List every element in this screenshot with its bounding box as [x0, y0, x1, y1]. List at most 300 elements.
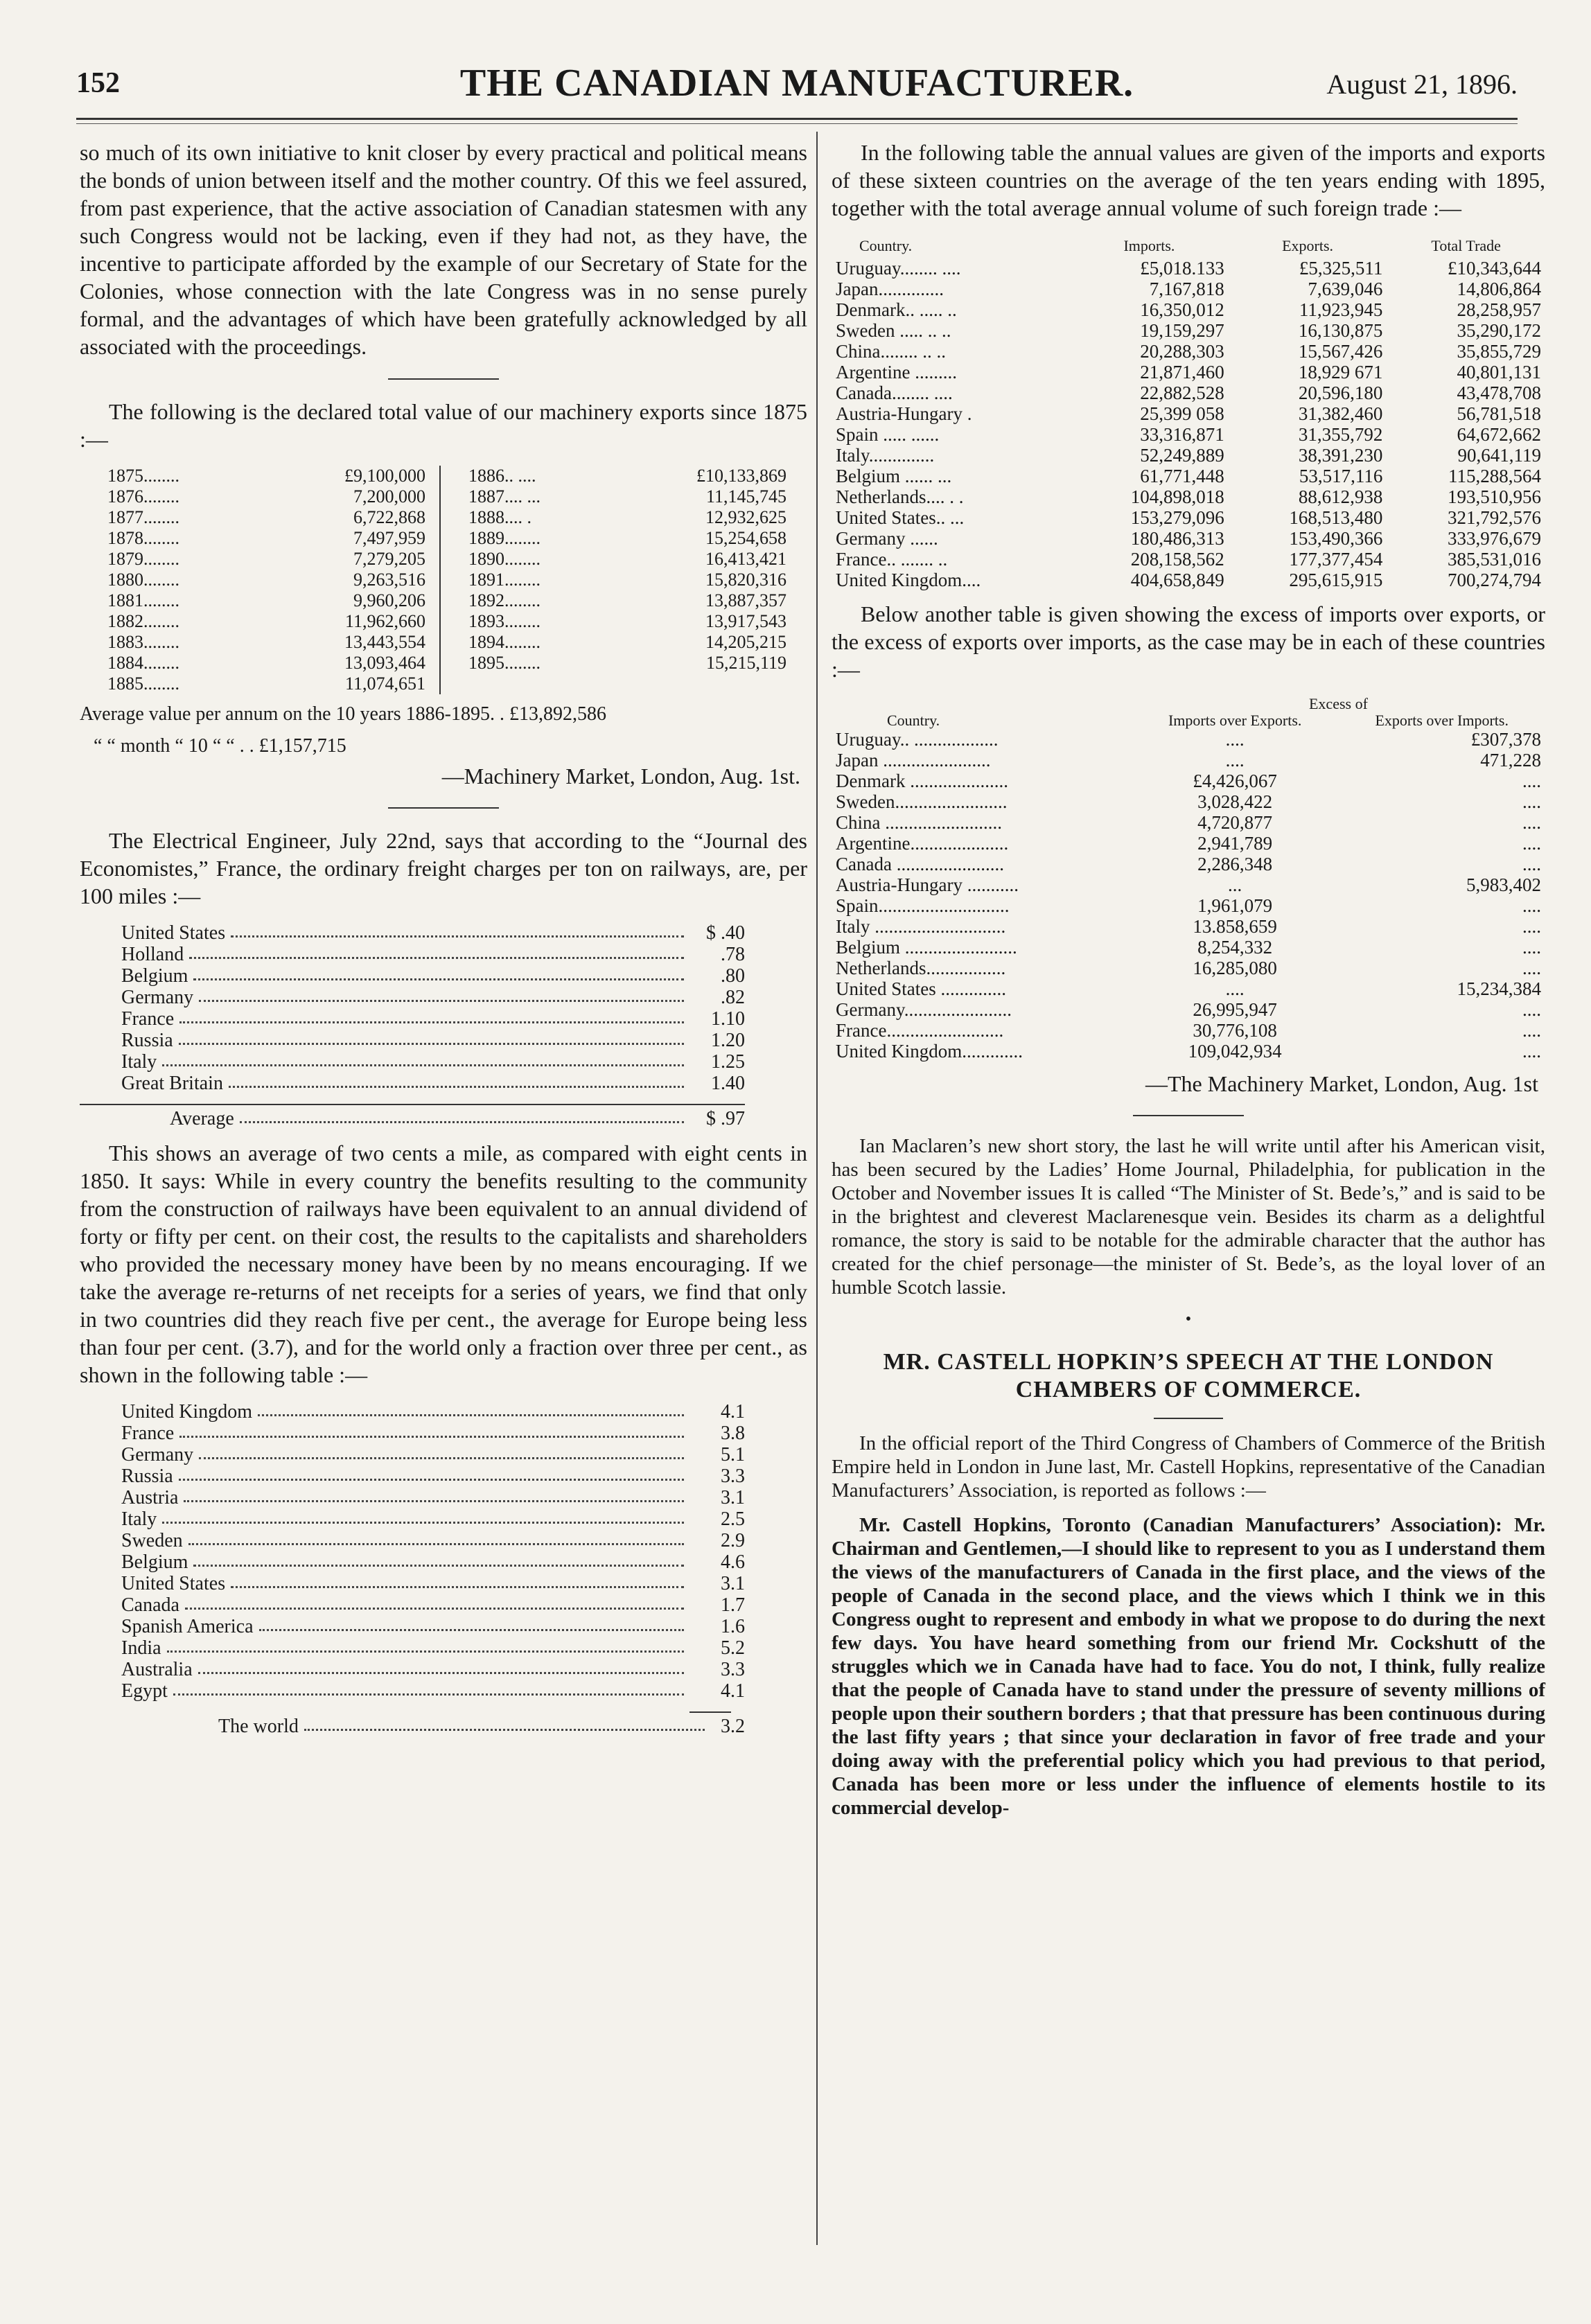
returns-row — [121, 1594, 745, 1616]
table2-row — [832, 812, 1545, 833]
freight-row — [121, 922, 745, 944]
freight-row — [121, 987, 745, 1008]
table2-cell: Sweden........................ — [836, 791, 1008, 812]
table1-cell: 104,898,018 — [1130, 486, 1224, 507]
table2-row — [832, 771, 1545, 791]
table1-cell: 321,792,576 — [1448, 507, 1541, 528]
table1-cell: 31,355,792 — [1298, 424, 1383, 445]
speech-paragraph: Mr. Castell Hopkins, Toronto (Canadian Manufacturers’ Association): Mr. Chairman and Gentlemen,—I should like to represent to you as I understand them the views of the manufacturers of Canada in the first place, and the views of the people of Canada in the second place, and the views which I think we in this Congress ought to represent and embody in what we propose to do during the next few days. You have heard something from our friend Mr. Cockshutt of the struggles which we in Canada have had to face. You do not, I think, fully realize that the people of Canada have to stand under the pressure of seventy millions of people upon their southern borders ; that that pressure has been continuous during the last fifty years ; that since your declaration in favor of free trade and your doing away with the preferential policy which you had previous to that period, Canada has been more or less under the influence of elements hostile to its commercial develop- — [832, 1514, 1545, 1819]
freight-country: Germany — [121, 987, 194, 1008]
dividend-paragraph: This shows an average of two cents a mile, as compared with eight cents in 1850. It says: While in every country the benefits resulting to the community from the construction of railways have been equivalent to an annual dividend of forty or fifty per cent. on their cost, the results to the capitalists and shareholders who provided the necessary money have been by no means encouraging. If we take the average re-returns of net receipts for a series of years, we find that only in two countries did they reach five per cent., the average for Europe being less than four per cent. (3.7), and for the world only a fraction over three per cent., as shown in the following table :— — [80, 1141, 807, 1387]
returns-value: 1.6 — [721, 1616, 745, 1637]
table2-row — [832, 791, 1545, 812]
table1-row — [832, 382, 1545, 403]
freight-row — [121, 965, 745, 987]
table2-row — [832, 895, 1545, 916]
table1-cell: Canada........ .... — [836, 382, 953, 403]
returns-row — [121, 1508, 745, 1530]
table1-cell: 168,513,480 — [1289, 507, 1383, 528]
returns-country: Canada — [121, 1594, 179, 1616]
table1-cell: Italy.............. — [836, 445, 935, 466]
freight-value: 1.10 — [711, 1008, 745, 1030]
maclaren-paragraph: Ian Maclaren’s new short story, the last he will write until after his American visit, has been secured by the Ladies’ Home Journal, Philadelphia, for publication in the October and November issues It is called “The Minister of St. Bede’s,” and is said to be in the brightest and cleverest Maclarenesque vein. Besides its charm as a delightful romance, the story is said to be notable for the admirable character that the author has created for the chief personage—the minister of St. Bede’s, as the loyal lover of an humble Scotch lassie. — [832, 1135, 1545, 1299]
average-per-month: “ “ month “ 10 “ “ . . £1,157,715 — [94, 735, 346, 757]
machinery-row — [80, 653, 439, 674]
returns-row — [121, 1401, 745, 1423]
table2-cell: .... — [1522, 1020, 1541, 1041]
machinery-row — [441, 611, 800, 632]
table1-row — [832, 320, 1545, 341]
leader-dots — [162, 1051, 684, 1066]
table2-row — [832, 729, 1545, 750]
returns-row — [121, 1616, 745, 1637]
left-column — [80, 139, 807, 1747]
table2-cell: .... — [1225, 978, 1245, 999]
leader-dots — [188, 1530, 684, 1545]
table1-cell: Netherlands.... . . — [836, 486, 964, 507]
credit-machinery-market: —Machinery Market, London, Aug. 1st. — [441, 764, 800, 789]
returns-value: 3.1 — [721, 1573, 745, 1594]
returns-row — [121, 1465, 745, 1487]
table2-row — [832, 1041, 1545, 1062]
leader-dots — [189, 944, 684, 959]
table1-row — [832, 341, 1545, 362]
leader-dots — [167, 1637, 684, 1653]
page-number: 152 — [76, 67, 120, 99]
table1-row — [832, 279, 1545, 299]
table1-row — [832, 258, 1545, 279]
table2-cell: 13.858,659 — [1193, 916, 1277, 937]
returns-country: India — [121, 1637, 161, 1659]
table1-row — [832, 570, 1545, 590]
table2-cell: 471,228 — [1480, 750, 1541, 771]
machinery-year: 1883........ — [107, 632, 179, 652]
leader-dots — [179, 1008, 684, 1023]
machinery-row — [441, 653, 800, 674]
machinery-year: 1885........ — [107, 674, 179, 694]
machinery-row — [80, 507, 439, 528]
imports-exports-header — [832, 234, 1545, 258]
table1-header-cell: Total Trade — [1431, 237, 1501, 254]
table2-cell: .... — [1522, 999, 1541, 1020]
machinery-value: 11,145,745 — [705, 486, 786, 507]
table2-cell: Canada ....................... — [836, 854, 1004, 874]
machinery-year: 1882........ — [107, 611, 179, 631]
leader-dots — [229, 1073, 684, 1088]
table2-cell: ... — [1228, 874, 1242, 895]
table2-cell: France......................... — [836, 1020, 1004, 1041]
table1-cell: 20,288,303 — [1140, 341, 1224, 362]
table1-cell: 153,490,366 — [1289, 528, 1383, 549]
returns-value: 3.3 — [721, 1465, 745, 1487]
world-label: The world — [218, 1716, 299, 1737]
machinery-year: 1886.. .... — [468, 466, 536, 486]
machinery-year: 1888.... . — [468, 507, 531, 527]
article-headline: MR. CASTELL HOPKIN’S SPEECH AT THE LONDON CHAMBERS OF COMMERCE. — [883, 1349, 1494, 1402]
table2-cell: £307,378 — [1470, 729, 1541, 750]
table1-cell: United Kingdom.... — [836, 570, 981, 590]
table2-cell: .... — [1522, 791, 1541, 812]
returns-row — [121, 1680, 745, 1702]
section-divider — [388, 807, 499, 809]
table2-row — [832, 916, 1545, 937]
machinery-year: 1890........ — [468, 549, 540, 569]
machinery-row — [441, 507, 800, 528]
table2-cell: Uruguay.. .................. — [836, 729, 999, 750]
table2-cell: Austria-Hungary ........... — [836, 874, 1019, 895]
table1-cell: Denmark.. ..... .. — [836, 299, 957, 320]
leader-dots — [199, 1444, 684, 1459]
table1-cell: China........ .. .. — [836, 341, 946, 362]
section-divider — [1133, 1115, 1244, 1116]
leader-dots — [259, 1616, 684, 1631]
table2-cell: £4,426,067 — [1193, 771, 1277, 791]
table2-cell: 2,286,348 — [1197, 854, 1273, 874]
table1-cell: 115,288,564 — [1448, 466, 1541, 486]
returns-row — [121, 1551, 745, 1573]
table1-cell: 88,612,938 — [1298, 486, 1383, 507]
table2-row — [832, 1020, 1545, 1041]
freight-country: Russia — [121, 1030, 173, 1051]
machinery-value: 16,413,421 — [705, 549, 786, 569]
machinery-year: 1875........ — [107, 466, 179, 486]
table1-cell: 35,290,172 — [1457, 320, 1541, 341]
table2-header-cell: Country. — [887, 712, 940, 729]
returns-country: France — [121, 1423, 175, 1444]
table1-cell: United States.. ... — [836, 507, 965, 528]
table2-cell: 16,285,080 — [1193, 958, 1277, 978]
returns-country: United Kingdom — [121, 1401, 252, 1423]
machinery-year: 1892........ — [468, 590, 540, 610]
table2-cell: .... — [1522, 833, 1541, 854]
freight-row — [121, 1051, 745, 1073]
leader-dots — [231, 1573, 684, 1588]
table1-cell: 56,781,518 — [1457, 403, 1541, 424]
freight-row — [121, 1030, 745, 1051]
bullet-ornament: • — [1185, 1310, 1192, 1328]
table1-cell: Uruguay........ .... — [836, 258, 961, 279]
table1-cell: 28,258,957 — [1457, 299, 1541, 320]
returns-country: Italy — [121, 1508, 157, 1530]
returns-value: 4.1 — [721, 1680, 745, 1702]
machinery-year: 1884........ — [107, 653, 179, 673]
table2-cell: Italy ............................ — [836, 916, 1006, 937]
returns-value: 4.1 — [721, 1401, 745, 1423]
header-rule-thin — [76, 123, 1518, 124]
headline-rule — [1154, 1418, 1223, 1419]
table2-row — [832, 999, 1545, 1020]
freight-row — [121, 1008, 745, 1030]
machinery-value: 6,722,868 — [353, 507, 425, 527]
returns-row — [121, 1573, 745, 1594]
table2-cell: .... — [1522, 771, 1541, 791]
returns-country: Sweden — [121, 1530, 183, 1551]
leader-dots — [173, 1680, 684, 1696]
leader-dots — [179, 1423, 684, 1438]
machinery-row — [80, 466, 439, 486]
table1-cell: 43,478,708 — [1457, 382, 1541, 403]
sum-rule — [689, 1711, 731, 1713]
freight-intro: The Electrical Engineer, July 22nd, says that according to the “Journal des Economistes,” France, the ordinary freight charges per ton on railways, are, per 100 miles :— — [80, 828, 807, 908]
table2-cell: Belgium ........................ — [836, 937, 1017, 958]
table2-header-cell: Imports over Exports. — [1168, 712, 1302, 729]
table1-cell: 40,801,131 — [1457, 362, 1541, 382]
table2-cell: 30,776,108 — [1193, 1020, 1277, 1041]
table2-cell: 15,234,384 — [1457, 978, 1541, 999]
freight-value: .78 — [721, 944, 745, 965]
freight-country: France — [121, 1008, 175, 1030]
excess-group-header: Excess of — [1308, 695, 1368, 712]
machinery-year: 1877........ — [107, 507, 179, 527]
table1-cell: 53,517,116 — [1299, 466, 1383, 486]
table2-cell: .... — [1225, 750, 1245, 771]
table1-cell: £5,325,511 — [1299, 258, 1383, 279]
table2-cell: Germany....................... — [836, 999, 1012, 1020]
leader-dots — [184, 1487, 684, 1502]
table1-cell: 700,274,794 — [1448, 570, 1541, 590]
returns-row — [121, 1444, 745, 1465]
machinery-table-left — [80, 466, 441, 694]
freight-country: Belgium — [121, 965, 188, 987]
leader-dots — [162, 1508, 684, 1524]
table1-row — [832, 466, 1545, 486]
table1-row — [832, 299, 1545, 320]
machinery-value: 12,932,625 — [705, 507, 786, 527]
freight-average-row — [170, 1108, 745, 1129]
returns-country: Australia — [121, 1659, 193, 1680]
table1-cell: 15,567,426 — [1298, 341, 1383, 362]
machinery-year: 1895........ — [468, 653, 540, 673]
table1-cell: 385,531,016 — [1448, 549, 1541, 570]
returns-value: 5.1 — [721, 1444, 745, 1465]
world-value: 3.2 — [721, 1716, 745, 1737]
table2-cell: 26,995,947 — [1193, 999, 1277, 1020]
table1-cell: Sweden ..... .. .. — [836, 320, 951, 341]
machinery-exports-table — [80, 466, 800, 694]
freight-value: 1.25 — [711, 1051, 745, 1073]
machinery-value: 7,279,205 — [353, 549, 425, 569]
returns-row — [121, 1487, 745, 1508]
table2-cell: .... — [1522, 854, 1541, 874]
freight-country: Italy — [121, 1051, 157, 1073]
table1-cell: 16,130,875 — [1298, 320, 1383, 341]
returns-value: 1.7 — [721, 1594, 745, 1616]
table2-cell: 2,941,789 — [1197, 833, 1273, 854]
table1-cell: 14,806,864 — [1457, 279, 1541, 299]
table2-cell: .... — [1522, 916, 1541, 937]
machinery-year: 1879........ — [107, 549, 179, 569]
world-row — [218, 1716, 745, 1737]
returns-row — [121, 1530, 745, 1551]
table2-intro: Below another table is given showing the excess of imports over exports, or the excess of exports over imports, as the case may be in each of these countries :— — [832, 601, 1545, 682]
right-column — [832, 139, 1545, 1831]
returns-value: 4.6 — [721, 1551, 745, 1573]
freight-country: Great Britain — [121, 1073, 223, 1094]
page-header — [76, 61, 1518, 109]
table1-cell: 61,771,448 — [1140, 466, 1224, 486]
freight-value: 1.40 — [711, 1073, 745, 1094]
column-separator — [816, 132, 818, 2245]
leader-dots — [231, 922, 684, 937]
returns-list — [121, 1401, 745, 1702]
table1-cell: £10,343,644 — [1448, 258, 1541, 279]
returns-country: Spanish America — [121, 1616, 254, 1637]
table1-cell: 52,249,889 — [1140, 445, 1224, 466]
table2-cell: 8,254,332 — [1197, 937, 1273, 958]
table1-cell: 16,350,012 — [1140, 299, 1224, 320]
table2-row — [832, 833, 1545, 854]
machinery-value: 15,820,316 — [705, 570, 786, 590]
table2-cell: .... — [1225, 729, 1245, 750]
table2-cell: Japan ....................... — [836, 750, 991, 771]
table1-row — [832, 507, 1545, 528]
table2-row — [832, 978, 1545, 999]
intro-paragraph: so much of its own initiative to knit closer by every practical and political means the bonds of union between itself and the mother country. Of this we feel assured, from past experience, that the active association of Canadian statesmen with any such Congress would not be lacking, even if they had not, as they have, the incentive to participate afforded by the example of our Secretary of State for the Colonies, whose connection with the late Congress was in no sense purely formal, and the advantages of which have been gratefully acknowledged by all associated with the proceedings. — [80, 140, 807, 359]
issue-date: August 21, 1896. — [1326, 69, 1518, 100]
excess-header — [832, 712, 1545, 729]
returns-value: 2.9 — [721, 1530, 745, 1551]
freight-country: Holland — [121, 944, 184, 965]
freight-average-label: Average — [170, 1108, 234, 1129]
freight-value: .82 — [721, 987, 745, 1008]
machinery-row — [441, 528, 800, 549]
machinery-row — [80, 632, 439, 653]
returns-row — [121, 1637, 745, 1659]
table1-cell: Austria-Hungary . — [836, 403, 972, 424]
machinery-value: 14,205,215 — [705, 632, 786, 652]
leader-dots — [179, 1465, 684, 1481]
table1-cell: Belgium ...... ... — [836, 466, 952, 486]
machinery-value: 9,263,516 — [353, 570, 425, 590]
table2-cell: 5,983,402 — [1466, 874, 1541, 895]
world-row-wrap — [218, 1716, 745, 1737]
machinery-value: 13,443,554 — [344, 632, 425, 652]
machinery-value: 13,887,357 — [705, 590, 786, 610]
returns-row — [121, 1659, 745, 1680]
returns-value: 2.5 — [721, 1508, 745, 1530]
machinery-value: 13,917,543 — [705, 611, 786, 631]
leader-dots — [193, 1551, 684, 1567]
freight-value: .80 — [721, 965, 745, 987]
table2-cell: .... — [1522, 958, 1541, 978]
table1-cell: 11,923,945 — [1299, 299, 1383, 320]
machinery-year: 1893........ — [468, 611, 540, 631]
table2-header-cell: Exports over Imports. — [1375, 712, 1509, 729]
returns-country: Belgium — [121, 1551, 188, 1573]
machinery-row — [80, 611, 439, 632]
table1-cell: Argentine ......... — [836, 362, 957, 382]
leader-dots — [198, 1659, 684, 1674]
freight-value: 1.20 — [711, 1030, 745, 1051]
machinery-year: 1881........ — [107, 590, 179, 610]
credit-machinery-market-2: —The Machinery Market, London, Aug. 1st — [1145, 1071, 1538, 1096]
table2-cell: .... — [1522, 937, 1541, 958]
table1-cell: 7,639,046 — [1308, 279, 1383, 299]
table2-row — [832, 854, 1545, 874]
table2-cell: United Kingdom............. — [836, 1041, 1023, 1062]
machinery-year: 1889........ — [468, 528, 540, 548]
leader-dots — [258, 1401, 684, 1416]
imports-exports-table — [832, 234, 1545, 590]
table1-cell: 177,377,454 — [1289, 549, 1383, 570]
machinery-year: 1876........ — [107, 486, 179, 507]
returns-country: Germany — [121, 1444, 194, 1465]
table1-cell: 33,316,871 — [1140, 424, 1224, 445]
machinery-value: 11,074,651 — [344, 674, 425, 694]
machinery-year: 1878........ — [107, 528, 179, 548]
freight-country: United States — [121, 922, 226, 944]
table1-cell: 7,167,818 — [1149, 279, 1224, 299]
table1-cell: 333,976,679 — [1448, 528, 1541, 549]
machinery-row — [80, 674, 439, 694]
machinery-row — [441, 549, 800, 570]
machinery-value: £9,100,000 — [344, 466, 425, 486]
leader-dots — [185, 1594, 684, 1610]
returns-value: 3.1 — [721, 1487, 745, 1508]
table1-row — [832, 424, 1545, 445]
machinery-value: 7,200,000 — [353, 486, 425, 507]
table2-cell: United States .............. — [836, 978, 1006, 999]
report-intro: In the official report of the Third Congress of Chambers of Commerce of the British Empire held in London in June last, Mr. Castell Hopkins, representative of the Canadian Manufacturers’ Association, is reported as follows :— — [832, 1432, 1545, 1502]
returns-country: Austria — [121, 1487, 179, 1508]
table2-cell: Argentine..................... — [836, 833, 1009, 854]
machinery-value: 11,962,660 — [344, 611, 425, 631]
table1-cell: 90,641,119 — [1457, 445, 1541, 466]
table2-cell: .... — [1522, 895, 1541, 916]
machinery-row — [80, 570, 439, 590]
table1-cell: 18,929 671 — [1298, 362, 1383, 382]
machinery-row — [441, 486, 800, 507]
table2-row — [832, 874, 1545, 895]
machinery-row — [80, 528, 439, 549]
table1-cell: France.. ....... .. — [836, 549, 948, 570]
table1-cell: 180,486,313 — [1130, 528, 1224, 549]
table2-cell: .... — [1522, 812, 1541, 833]
machinery-value: 7,497,959 — [353, 528, 425, 548]
header-rule — [76, 118, 1518, 120]
leader-dots — [193, 965, 684, 980]
average-per-year: Average value per annum on the 10 years 1886-1895. . £13,892,586 — [80, 703, 606, 725]
table1-cell: Spain ..... ...... — [836, 424, 940, 445]
table2-cell: Netherlands................. — [836, 958, 1006, 978]
table1-row — [832, 445, 1545, 466]
table1-cell: 19,159,297 — [1140, 320, 1224, 341]
table1-cell: 193,510,956 — [1448, 486, 1541, 507]
table1-header-cell: Exports. — [1282, 237, 1334, 254]
table2-cell: Spain............................ — [836, 895, 1010, 916]
table1-header-cell: Imports. — [1123, 237, 1175, 254]
table2-cell: 3,028,422 — [1197, 791, 1273, 812]
table2-cell: Denmark ..................... — [836, 771, 1008, 791]
returns-country: United States — [121, 1573, 226, 1594]
table2-cell: 109,042,934 — [1188, 1041, 1282, 1062]
machinery-value: 15,215,119 — [705, 653, 786, 673]
table1-row — [832, 403, 1545, 424]
freight-row — [121, 944, 745, 965]
machinery-row — [80, 590, 439, 611]
table1-cell: Germany ...... — [836, 528, 938, 549]
returns-row — [121, 1423, 745, 1444]
table1-cell: 404,658,849 — [1130, 570, 1224, 590]
returns-country: Egypt — [121, 1680, 168, 1702]
table1-cell: 153,279,096 — [1130, 507, 1224, 528]
table2-row — [832, 958, 1545, 978]
leader-dots — [199, 987, 684, 1002]
table1-cell: 21,871,460 — [1140, 362, 1224, 382]
table1-cell: Japan.............. — [836, 279, 944, 299]
freight-average — [170, 1108, 745, 1129]
table1-cell: £5,018.133 — [1140, 258, 1224, 279]
